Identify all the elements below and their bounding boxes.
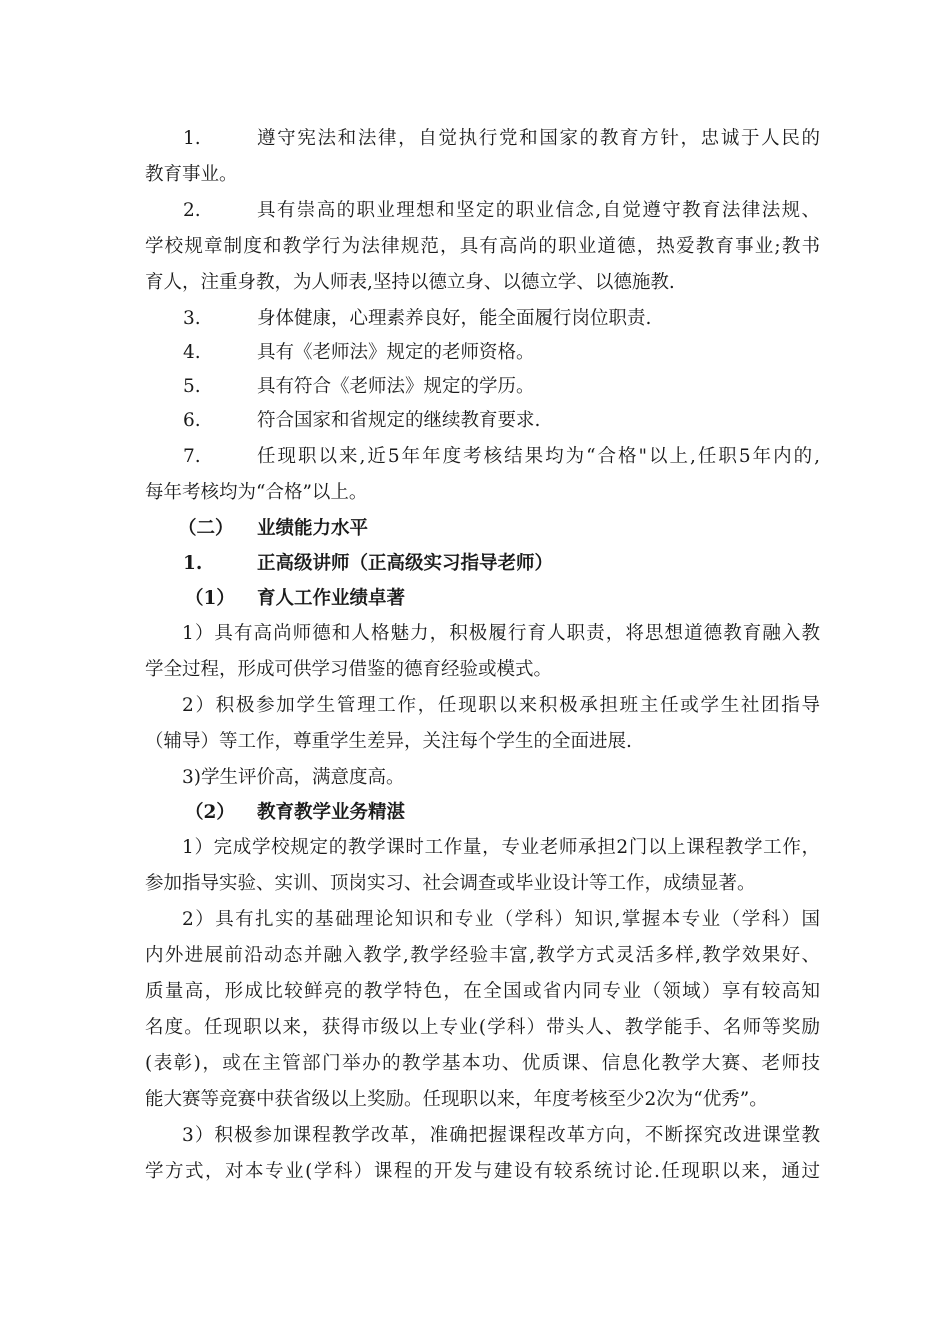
part-title: 教育教学业务精湛: [257, 802, 406, 823]
paragraph-line: 1）完成学校规定的教学课时工作量，专业老师承担2门以上课程教学工作，: [182, 837, 820, 858]
paragraph-line: 能大赛等竞赛中获省级以上奖励。任现职以来，年度考核至少2次为“优秀”。: [145, 1089, 768, 1110]
list-text: 具有符合《老师法》规定的学历。: [257, 376, 535, 397]
list-text: 具有崇高的职业理想和坚定的职业信念,自觉遵守教育法律法规、: [257, 200, 820, 221]
paragraph-line: （辅导）等工作，尊重学生差异，关注每个学生的全面进展.: [145, 731, 632, 752]
paragraph-line: 学全过程，形成可供学习借鉴的德育经验或模式。: [145, 659, 553, 680]
paragraph-line: 名度。任现职以来，获得市级以上专业(学科）带头人、教学能手、名师等奖励: [145, 1017, 820, 1038]
part-heading: [145, 587, 820, 611]
part-title: 育人工作业绩卓著: [257, 588, 406, 609]
list-text-continuation: 每年考核均为“合格”以上。: [145, 482, 368, 503]
section-heading: [145, 517, 820, 541]
paragraph-line: 3)学生评价高，满意度高。: [182, 767, 405, 788]
list-number: 4.: [183, 342, 201, 363]
list-number: 1.: [183, 128, 201, 149]
list-text: 身体健康，心理素养良好，能全面履行岗位职责.: [257, 308, 652, 329]
paragraph-line: 2）积极参加学生管理工作，任现职以来积极承担班主任或学生社团指导: [182, 695, 820, 716]
list-number: 3.: [183, 308, 201, 329]
list-number: 7.: [183, 446, 201, 467]
paragraph-line: (表彰)，或在主管部门举办的教学基本功、优质课、信息化教学大赛、老师技: [145, 1053, 820, 1074]
paragraph-line: 参加指导实验、实训、顶岗实习、社会调查或毕业设计等工作，成绩显著。: [145, 873, 756, 894]
part-heading: [145, 801, 820, 825]
list-text: 遵守宪法和法律，自觉执行党和国家的教育方针，忠诚于人民的: [257, 128, 820, 149]
list-item-7: [145, 445, 820, 469]
paragraph-line: 2）具有扎实的基础理论知识和专业（学科）知识,掌握本专业（学科）国: [182, 909, 820, 930]
list-number: 5.: [183, 376, 201, 397]
list-item-4: [145, 341, 820, 365]
paragraph-line: 学方式，对本专业(学科）课程的开发与建设有较系统讨论.任现职以来，通过: [145, 1161, 820, 1182]
list-text-continuation: 育人，注重身教，为人师表,坚持以德立身、以德立学、以德施教.: [145, 272, 675, 293]
list-number: 6.: [183, 410, 201, 431]
paragraph-line: 质量高，形成比较鲜亮的教学特色，在全国或省内同专业（领域）享有较高知: [145, 981, 820, 1002]
part-number: （2）: [185, 802, 235, 823]
list-text-continuation: 学校规章制度和教学行为法律规范，具有高尚的职业道德，热爱教育事业;教书: [145, 236, 820, 257]
list-text: 任现职以来,近5年年度考核结果均为“合格"以上,任职5年内的,: [257, 446, 820, 467]
list-number: 2.: [183, 200, 201, 221]
section-title: 业绩能力水平: [257, 518, 369, 539]
list-text: 具有《老师法》规定的老师资格。: [257, 342, 535, 363]
list-item-1: [145, 127, 820, 151]
part-number: （1）: [185, 588, 235, 609]
list-item-2: [145, 199, 820, 223]
list-text-continuation: 教育事业。: [145, 164, 238, 185]
list-text: 符合国家和省规定的继续教育要求.: [257, 410, 541, 431]
paragraph-line: 1）具有高尚师德和人格魅力，积极履行育人职责，将思想道德教育融入教: [182, 623, 820, 644]
paragraph-line: 3）积极参加课程教学改革，准确把握课程改革方向，不断探究改进课堂教: [182, 1125, 820, 1146]
subsection-title: 正高级讲师（正高级实习指导老师）: [257, 553, 554, 574]
subsection-number: 1.: [183, 553, 203, 574]
list-item-3: [145, 307, 820, 331]
section-number: （二）: [178, 518, 234, 539]
list-item-5: [145, 375, 820, 399]
paragraph-line: 内外进展前沿动态并融入教学,教学经验丰富,教学方式灵活多样,教学效果好、: [145, 945, 820, 966]
subsection-heading: [145, 552, 820, 576]
list-item-6: [145, 409, 820, 433]
